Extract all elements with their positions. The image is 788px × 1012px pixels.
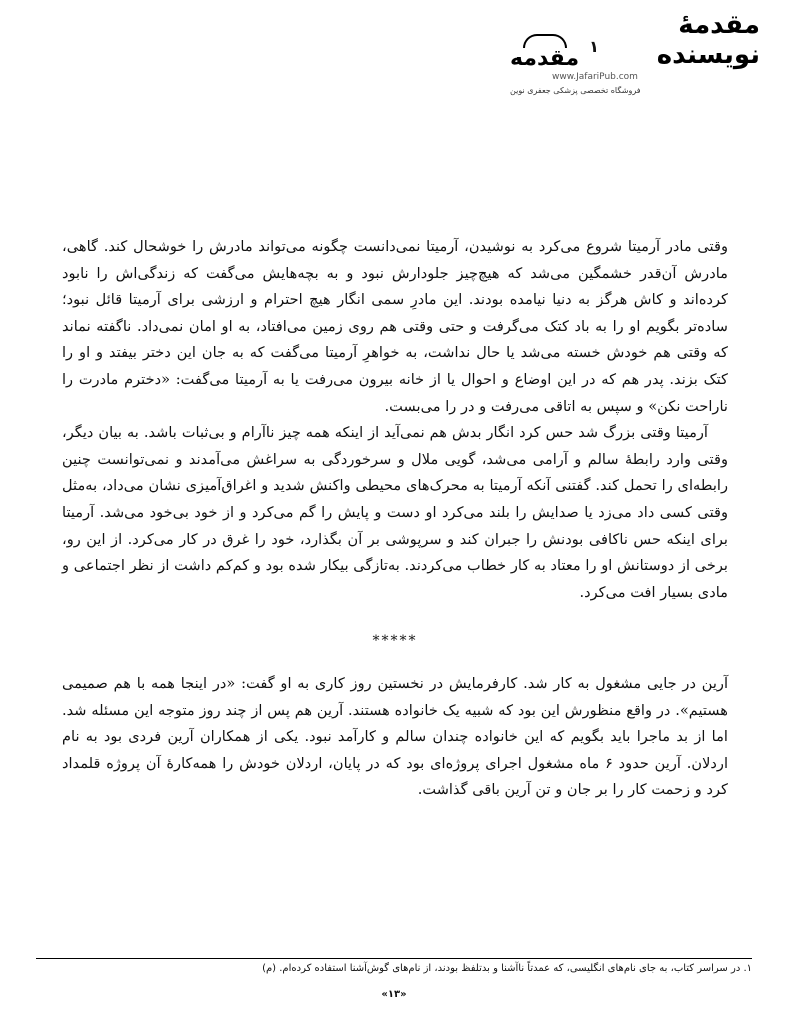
header-title-row: [510, 10, 760, 70]
footnote-marker: ۱: [589, 37, 599, 56]
body-text: [62, 234, 728, 804]
section-separator: *****: [372, 633, 418, 650]
footnote: ۱. در سراسر کتاب، به جای نام‌های انگلیسی، که عمدتاً ناآشنا و بدتلفظ بودند، از نام‌های گوش‌آشنا استفاده کرده‌ام. (م): [262, 963, 752, 974]
page-number: «۱۳»: [381, 989, 407, 1000]
chapter-title: مقدمهٔ نویسنده: [656, 10, 760, 70]
paragraph: آرمیتا وقتی بزرگ شد حس کرد انگار بدش هم نمی‌آید از اینکه همه چیز ناآرام و بی‌ثبات باشد. به بیان دیگر، وقتی وارد رابطهٔ سالم و آرامی می‌شد، گویی ملال و سرخوردگی به سراغش می‌آمدند و نمی‌توانست چنین رابطه‌ای را تحمل کند. گفتنی آنکه آرمیتا به محرک‌های محیطی واکنش شدید و اغراق‌آمیزی نشان می‌داد، به‌مثل وقتی کسی داد می‌زد یا صدایش را بلند می‌کرد او دست و پایش را گم می‌کرد و از خود بی‌خود می‌شد. آرمیتا برای اینکه حس ناکافی بودنش را جبران کند و سرپوشی بر آن بگذارد، خود را غرق در کار می‌کرد. از این رو، برخی از دوستانش او را معتاد به کار خطاب می‌کردند. به‌تازگی بیکار شده بود و کم‌کم داشت از نظر اجتماعی و مادی بسیار افت می‌کرد.: [62, 424, 728, 601]
publisher-url: www.JafariPub.com: [552, 72, 638, 82]
footnote-divider: [36, 958, 752, 959]
publisher-subtitle: فروشگاه تخصصی پزشکی جعفری نوین: [510, 86, 641, 95]
paragraph: آرین در جایی مشغول به کار شد. کارفرمایش در نخستین روز کاری به او گفت: «در اینجا همه با هم صمیمی هستیم». در واقع منظورش این بود که شبیه یک خانواده هستند. آرین هم پس از چند روز متوجه این مسئله شد. اما از بد ماجرا باید بگویم که این خانواده چندان سالم و کارآمد نبود. یکی از همکاران آرین فردی بود به نام اردلان. آرین حدود ۶ ماه مشغول اجرای پروژه‌ای بود که در پایان، اردلان خودش را همه‌کارهٔ آن پروژه قلمداد کرد و زحمت کار را بر جان و تن آرین باقی گذاشت.: [62, 674, 729, 799]
page-header: [510, 10, 760, 95]
paragraph: وقتی مادر آرمیتا شروع می‌کرد به نوشیدن، آرمیتا نمی‌دانست چگونه می‌تواند مادرش را خوشحال کند. گاهی، مادرش آن‌قدر خشمگین می‌شد که هیچ‌چیز جلودارش نبود و به بچه‌هایش می‌گفت که زندگی‌اش را نابود کرده‌اند و کاش هرگز به دنیا نیامده بودند. این مادرِ سمی انگار هیچ احترام و ارزشی برای آرمیتا قائل نبود؛ ساده‌تر بگویم او را به باد کتک می‌گرفت و حتی وقتی هم روی زمین می‌افتاد، به او امان نمی‌داد. ناگفته نماند که وقتی هم خودش خسته می‌شد یا حال نداشت، به خواهرِ آرمیتا می‌گفت که به جان این دختر بیفتد و او را کتک بزند. پدر هم که در این اوضاع و احوال یا از خانه بیرون می‌رفت یا به آرمیتا می‌گفت: «دخترم مادرت را ناراحت نکن» و سپس به اتاقی می‌رفت و در را می‌بست.: [62, 238, 728, 415]
logo-text: مقدمه: [510, 46, 580, 71]
publisher-logo: [510, 34, 579, 70]
